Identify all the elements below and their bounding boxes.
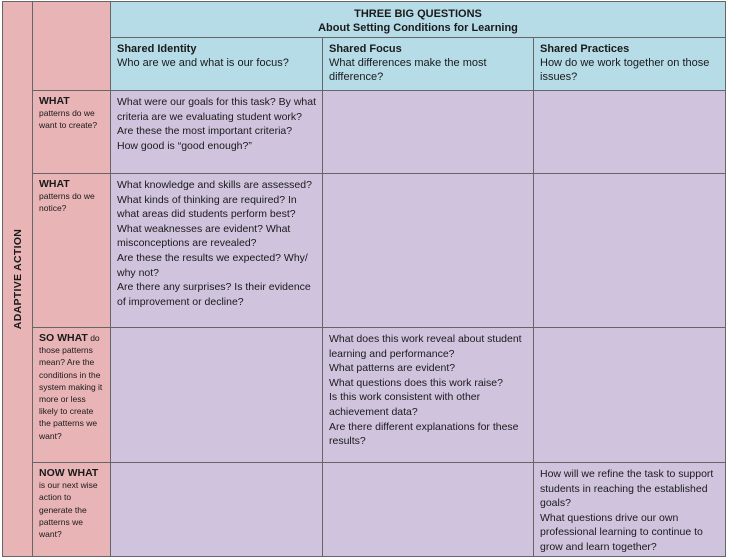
- column-title: Shared Identity: [117, 43, 197, 55]
- row-label-text: patterns do we notice?: [39, 191, 95, 214]
- question-text: Is this work consistent with other achievement data?: [329, 391, 481, 418]
- question-text: Are there any surprises? Is their evidence of improvement or decline?: [117, 281, 311, 308]
- question-text: Are there different explanations for these results?: [329, 420, 519, 448]
- question-text: Are these the results we expected? Why/ why not?: [117, 251, 308, 279]
- conditions-table: [2, 1, 726, 557]
- side-label-cell: [3, 2, 33, 557]
- row-label-text: is our next wise action to generate the patterns we want?: [39, 480, 98, 540]
- question-text: What knowledge and skills are assessed? What kinds of thinking are required? In what areas did students perform best? What weaknesses are evident? What misconceptions are revealed?: [117, 179, 312, 250]
- row-label-so-what: [33, 328, 111, 463]
- question-text: How good is “good enough?”: [117, 139, 252, 152]
- cell-focus-row1: [323, 91, 534, 174]
- row-label-what-notice: [33, 174, 111, 328]
- column-header-identity: [111, 38, 323, 91]
- cell-identity-row4: [111, 463, 323, 557]
- column-question: How do we work together on those issues?: [540, 57, 710, 83]
- row-label-what-create: [33, 91, 111, 174]
- question-text: Are these the most important criteria?: [117, 125, 293, 138]
- question-text: What questions drive our own professional learning to continue to grow and learn together?: [540, 511, 703, 553]
- question-text: What were our goals for this task? By what criteria are we evaluating student work?: [117, 96, 317, 123]
- row-label-bold: WHAT: [39, 178, 70, 190]
- table-title: [111, 2, 725, 35]
- column-header-practices: [534, 38, 726, 91]
- column-title: Shared Focus: [329, 43, 402, 55]
- cell-practices-row4: [534, 463, 726, 557]
- cell-focus-row4: [323, 463, 534, 557]
- column-header-focus: [323, 38, 534, 91]
- cell-practices-row2: [534, 174, 726, 328]
- question-text: What questions does this work raise?: [329, 376, 503, 389]
- cell-identity-row3: [111, 328, 323, 463]
- header-cell: [111, 2, 726, 38]
- column-question: What differences make the most difference?: [329, 57, 487, 83]
- cell-practices-row1: [534, 91, 726, 174]
- question-text: What does this work reveal about student learning and performance?: [329, 333, 522, 360]
- row-label-bold: SO WHAT: [39, 332, 88, 344]
- question-text: What patterns are evident?: [329, 362, 456, 375]
- cell-identity-row1: [111, 91, 323, 174]
- cell-practices-row3: [534, 328, 726, 463]
- corner-cell: [33, 2, 111, 91]
- side-label: ADAPTIVE ACTION: [11, 228, 24, 330]
- row-label-bold: WHAT: [39, 95, 70, 107]
- column-question: Who are we and what is our focus?: [117, 57, 289, 69]
- header-subtitle: About Setting Conditions for Learning: [318, 22, 518, 34]
- row-label-bold: NOW WHAT: [39, 467, 99, 479]
- cell-focus-row2: [323, 174, 534, 328]
- row-label-text: patterns do we want to create?: [39, 108, 98, 131]
- cell-identity-row2: [111, 174, 323, 328]
- header-title: THREE BIG QUESTIONS: [354, 8, 482, 20]
- row-label-text: do those patterns mean? Are the conditions in the system making it more or less likely to create the patterns we want?: [39, 333, 103, 441]
- cell-focus-row3: [323, 328, 534, 463]
- question-text: How will we refine the task to support students in reaching the established goals?: [540, 468, 714, 510]
- column-title: Shared Practices: [540, 43, 630, 55]
- row-label-now-what: [33, 463, 111, 557]
